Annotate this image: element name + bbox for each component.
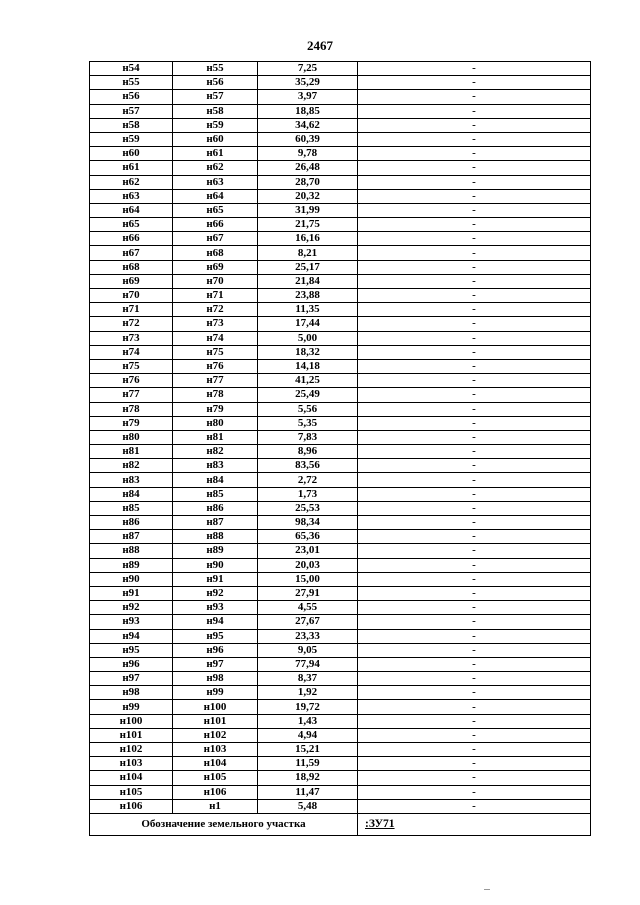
point-from-cell: н56 [90, 90, 173, 104]
table-row [90, 643, 591, 657]
point-to-cell: н65 [173, 203, 258, 217]
description-cell: - [358, 757, 591, 771]
description-cell: - [358, 714, 591, 728]
point-from-cell: н72 [90, 317, 173, 331]
description-cell: - [358, 317, 591, 331]
point-to-cell: н63 [173, 175, 258, 189]
point-from-cell: н81 [90, 445, 173, 459]
point-from-cell: н82 [90, 459, 173, 473]
point-from-cell: н75 [90, 359, 173, 373]
description-cell: - [358, 274, 591, 288]
point-to-cell: н60 [173, 132, 258, 146]
distance-cell: 18,85 [258, 104, 358, 118]
table-row [90, 359, 591, 373]
table-row [90, 544, 591, 558]
point-to-cell: н56 [173, 76, 258, 90]
distance-cell: 19,72 [258, 700, 358, 714]
description-cell: - [358, 104, 591, 118]
table-row [90, 118, 591, 132]
point-from-cell: н61 [90, 161, 173, 175]
description-cell: - [358, 743, 591, 757]
point-from-cell: н96 [90, 657, 173, 671]
description-cell: - [358, 700, 591, 714]
point-to-cell: н100 [173, 700, 258, 714]
table-row [90, 132, 591, 146]
point-from-cell: н102 [90, 743, 173, 757]
table-row [90, 473, 591, 487]
land-plot-designation-value: :ЗУ71 [358, 813, 591, 835]
point-to-cell: н68 [173, 246, 258, 260]
point-from-cell: н105 [90, 785, 173, 799]
description-cell: - [358, 643, 591, 657]
point-from-cell: н70 [90, 289, 173, 303]
description-cell: - [358, 657, 591, 671]
table-row [90, 232, 591, 246]
description-cell: - [358, 175, 591, 189]
table-row [90, 345, 591, 359]
point-from-cell: н60 [90, 147, 173, 161]
description-cell: - [358, 586, 591, 600]
point-to-cell: н76 [173, 359, 258, 373]
description-cell: - [358, 473, 591, 487]
description-cell: - [358, 232, 591, 246]
point-to-cell: н87 [173, 516, 258, 530]
distance-cell: 4,55 [258, 601, 358, 615]
distance-cell: 7,25 [258, 62, 358, 76]
point-from-cell: н93 [90, 615, 173, 629]
distance-cell: 15,00 [258, 572, 358, 586]
point-from-cell: н65 [90, 218, 173, 232]
description-cell: - [358, 345, 591, 359]
point-to-cell: н86 [173, 501, 258, 515]
point-to-cell: н95 [173, 629, 258, 643]
point-to-cell: н80 [173, 416, 258, 430]
table-row [90, 572, 591, 586]
distance-cell: 21,75 [258, 218, 358, 232]
description-cell: - [358, 487, 591, 501]
point-to-cell: н71 [173, 289, 258, 303]
table-row [90, 175, 591, 189]
page-number: 2467 [307, 38, 333, 53]
point-from-cell: н88 [90, 544, 173, 558]
point-to-cell: н91 [173, 572, 258, 586]
point-from-cell: н99 [90, 700, 173, 714]
table-row [90, 799, 591, 813]
distance-cell: 83,56 [258, 459, 358, 473]
point-from-cell: н77 [90, 388, 173, 402]
description-cell: - [358, 132, 591, 146]
distance-cell: 11,35 [258, 303, 358, 317]
point-to-cell: н62 [173, 161, 258, 175]
scan-artifact [484, 889, 490, 890]
point-from-cell: н68 [90, 260, 173, 274]
table-row [90, 189, 591, 203]
description-cell: - [358, 445, 591, 459]
distance-cell: 5,48 [258, 799, 358, 813]
land-plot-designation-label: Обозначение земельного участка [90, 813, 358, 835]
point-to-cell: н84 [173, 473, 258, 487]
description-cell: - [358, 402, 591, 416]
point-from-cell: н62 [90, 175, 173, 189]
distance-cell: 8,37 [258, 672, 358, 686]
distance-cell: 16,16 [258, 232, 358, 246]
point-to-cell: н104 [173, 757, 258, 771]
table-row [90, 615, 591, 629]
description-cell: - [358, 430, 591, 444]
table-row [90, 203, 591, 217]
point-to-cell: н99 [173, 686, 258, 700]
description-cell: - [358, 601, 591, 615]
point-from-cell: н103 [90, 757, 173, 771]
point-from-cell: н106 [90, 799, 173, 813]
distance-cell: 1,92 [258, 686, 358, 700]
distance-cell: 23,01 [258, 544, 358, 558]
point-from-cell: н87 [90, 530, 173, 544]
point-to-cell: н81 [173, 430, 258, 444]
point-to-cell: н74 [173, 331, 258, 345]
table-body [90, 62, 591, 814]
land-plot-designation-row [90, 813, 591, 835]
point-to-cell: н77 [173, 374, 258, 388]
distance-cell: 3,97 [258, 90, 358, 104]
table-row [90, 331, 591, 345]
distance-cell: 65,36 [258, 530, 358, 544]
table-row [90, 700, 591, 714]
point-to-cell: н85 [173, 487, 258, 501]
point-from-cell: н104 [90, 771, 173, 785]
point-from-cell: н58 [90, 118, 173, 132]
table-row [90, 388, 591, 402]
point-to-cell: н105 [173, 771, 258, 785]
description-cell: - [358, 799, 591, 813]
point-to-cell: н92 [173, 586, 258, 600]
distance-cell: 8,21 [258, 246, 358, 260]
table-row [90, 317, 591, 331]
point-from-cell: н91 [90, 586, 173, 600]
table-row [90, 771, 591, 785]
point-to-cell: н70 [173, 274, 258, 288]
point-to-cell: н64 [173, 189, 258, 203]
table-row [90, 260, 591, 274]
table-row [90, 445, 591, 459]
distance-cell: 27,67 [258, 615, 358, 629]
description-cell: - [358, 516, 591, 530]
description-cell: - [358, 76, 591, 90]
description-cell: - [358, 459, 591, 473]
table-row [90, 586, 591, 600]
distance-cell: 34,62 [258, 118, 358, 132]
distance-cell: 25,49 [258, 388, 358, 402]
point-from-cell: н67 [90, 246, 173, 260]
description-cell: - [358, 572, 591, 586]
distance-cell: 17,44 [258, 317, 358, 331]
distance-cell: 31,99 [258, 203, 358, 217]
point-from-cell: н89 [90, 558, 173, 572]
point-from-cell: н74 [90, 345, 173, 359]
point-to-cell: н90 [173, 558, 258, 572]
table-row [90, 246, 591, 260]
description-cell: - [358, 359, 591, 373]
distance-cell: 15,21 [258, 743, 358, 757]
distance-cell: 14,18 [258, 359, 358, 373]
point-to-cell: н96 [173, 643, 258, 657]
table-row [90, 657, 591, 671]
point-from-cell: н78 [90, 402, 173, 416]
table-row [90, 487, 591, 501]
description-cell: - [358, 303, 591, 317]
point-from-cell: н55 [90, 76, 173, 90]
point-from-cell: н63 [90, 189, 173, 203]
distance-cell: 11,59 [258, 757, 358, 771]
description-cell: - [358, 686, 591, 700]
distance-cell: 11,47 [258, 785, 358, 799]
distance-cell: 35,29 [258, 76, 358, 90]
description-cell: - [358, 189, 591, 203]
point-to-cell: н93 [173, 601, 258, 615]
distance-cell: 18,92 [258, 771, 358, 785]
point-to-cell: н83 [173, 459, 258, 473]
distance-cell: 20,32 [258, 189, 358, 203]
description-cell: - [358, 218, 591, 232]
distance-cell: 26,48 [258, 161, 358, 175]
description-cell: - [358, 558, 591, 572]
point-to-cell: н59 [173, 118, 258, 132]
point-to-cell: н1 [173, 799, 258, 813]
distance-cell: 1,73 [258, 487, 358, 501]
table-row [90, 218, 591, 232]
description-cell: - [358, 501, 591, 515]
distance-cell: 8,96 [258, 445, 358, 459]
table-row [90, 161, 591, 175]
table-row [90, 374, 591, 388]
point-to-cell: н103 [173, 743, 258, 757]
table-row [90, 714, 591, 728]
table-row [90, 530, 591, 544]
distance-cell: 18,32 [258, 345, 358, 359]
table-row [90, 303, 591, 317]
boundary-segments-table [89, 61, 591, 836]
distance-cell: 4,94 [258, 728, 358, 742]
table-row [90, 629, 591, 643]
point-from-cell: н66 [90, 232, 173, 246]
point-from-cell: н83 [90, 473, 173, 487]
table-row [90, 558, 591, 572]
table-row [90, 516, 591, 530]
description-cell: - [358, 289, 591, 303]
table-row [90, 672, 591, 686]
point-to-cell: н78 [173, 388, 258, 402]
table-row [90, 416, 591, 430]
table-row [90, 459, 591, 473]
table-row [90, 501, 591, 515]
table-row [90, 686, 591, 700]
table-row [90, 757, 591, 771]
point-from-cell: н98 [90, 686, 173, 700]
point-to-cell: н101 [173, 714, 258, 728]
table-row [90, 430, 591, 444]
table-row [90, 785, 591, 799]
distance-cell: 98,34 [258, 516, 358, 530]
distance-cell: 60,39 [258, 132, 358, 146]
description-cell: - [358, 785, 591, 799]
point-from-cell: н79 [90, 416, 173, 430]
point-to-cell: н79 [173, 402, 258, 416]
point-to-cell: н58 [173, 104, 258, 118]
description-cell: - [358, 161, 591, 175]
point-to-cell: н82 [173, 445, 258, 459]
distance-cell: 25,17 [258, 260, 358, 274]
point-from-cell: н94 [90, 629, 173, 643]
distance-cell: 5,56 [258, 402, 358, 416]
point-to-cell: н69 [173, 260, 258, 274]
point-from-cell: н71 [90, 303, 173, 317]
point-from-cell: н97 [90, 672, 173, 686]
distance-cell: 23,88 [258, 289, 358, 303]
point-from-cell: н73 [90, 331, 173, 345]
point-from-cell: н95 [90, 643, 173, 657]
point-from-cell: н64 [90, 203, 173, 217]
distance-cell: 5,00 [258, 331, 358, 345]
description-cell: - [358, 90, 591, 104]
description-cell: - [358, 331, 591, 345]
description-cell: - [358, 118, 591, 132]
distance-cell: 1,43 [258, 714, 358, 728]
description-cell: - [358, 246, 591, 260]
point-from-cell: н90 [90, 572, 173, 586]
distance-cell: 25,53 [258, 501, 358, 515]
point-from-cell: н86 [90, 516, 173, 530]
table-row [90, 601, 591, 615]
point-from-cell: н76 [90, 374, 173, 388]
point-from-cell: н85 [90, 501, 173, 515]
distance-cell: 5,35 [258, 416, 358, 430]
point-to-cell: н106 [173, 785, 258, 799]
table-row [90, 62, 591, 76]
description-cell: - [358, 388, 591, 402]
description-cell: - [358, 672, 591, 686]
point-to-cell: н98 [173, 672, 258, 686]
distance-cell: 41,25 [258, 374, 358, 388]
point-to-cell: н66 [173, 218, 258, 232]
description-cell: - [358, 615, 591, 629]
description-cell: - [358, 544, 591, 558]
point-to-cell: н102 [173, 728, 258, 742]
distance-cell: 23,33 [258, 629, 358, 643]
point-from-cell: н57 [90, 104, 173, 118]
point-to-cell: н72 [173, 303, 258, 317]
description-cell: - [358, 147, 591, 161]
point-to-cell: н75 [173, 345, 258, 359]
point-to-cell: н89 [173, 544, 258, 558]
description-cell: - [358, 530, 591, 544]
point-from-cell: н69 [90, 274, 173, 288]
point-from-cell: н92 [90, 601, 173, 615]
description-cell: - [358, 62, 591, 76]
distance-cell: 77,94 [258, 657, 358, 671]
distance-cell: 28,70 [258, 175, 358, 189]
point-from-cell: н101 [90, 728, 173, 742]
description-cell: - [358, 260, 591, 274]
point-to-cell: н73 [173, 317, 258, 331]
table-row [90, 104, 591, 118]
distance-cell: 27,91 [258, 586, 358, 600]
description-cell: - [358, 374, 591, 388]
distance-cell: 2,72 [258, 473, 358, 487]
description-cell: - [358, 728, 591, 742]
description-cell: - [358, 629, 591, 643]
point-to-cell: н55 [173, 62, 258, 76]
point-to-cell: н67 [173, 232, 258, 246]
point-to-cell: н57 [173, 90, 258, 104]
distance-cell: 9,05 [258, 643, 358, 657]
description-cell: - [358, 416, 591, 430]
table-row [90, 402, 591, 416]
distance-cell: 21,84 [258, 274, 358, 288]
point-from-cell: н59 [90, 132, 173, 146]
table-row [90, 90, 591, 104]
distance-cell: 20,03 [258, 558, 358, 572]
description-cell: - [358, 203, 591, 217]
table-row [90, 76, 591, 90]
point-to-cell: н97 [173, 657, 258, 671]
description-cell: - [358, 771, 591, 785]
table-row [90, 147, 591, 161]
table-row [90, 289, 591, 303]
point-to-cell: н94 [173, 615, 258, 629]
point-from-cell: н54 [90, 62, 173, 76]
point-from-cell: н84 [90, 487, 173, 501]
point-to-cell: н88 [173, 530, 258, 544]
table-row [90, 274, 591, 288]
point-to-cell: н61 [173, 147, 258, 161]
distance-cell: 9,78 [258, 147, 358, 161]
table-row [90, 728, 591, 742]
point-from-cell: н80 [90, 430, 173, 444]
point-from-cell: н100 [90, 714, 173, 728]
distance-cell: 7,83 [258, 430, 358, 444]
table-row [90, 743, 591, 757]
